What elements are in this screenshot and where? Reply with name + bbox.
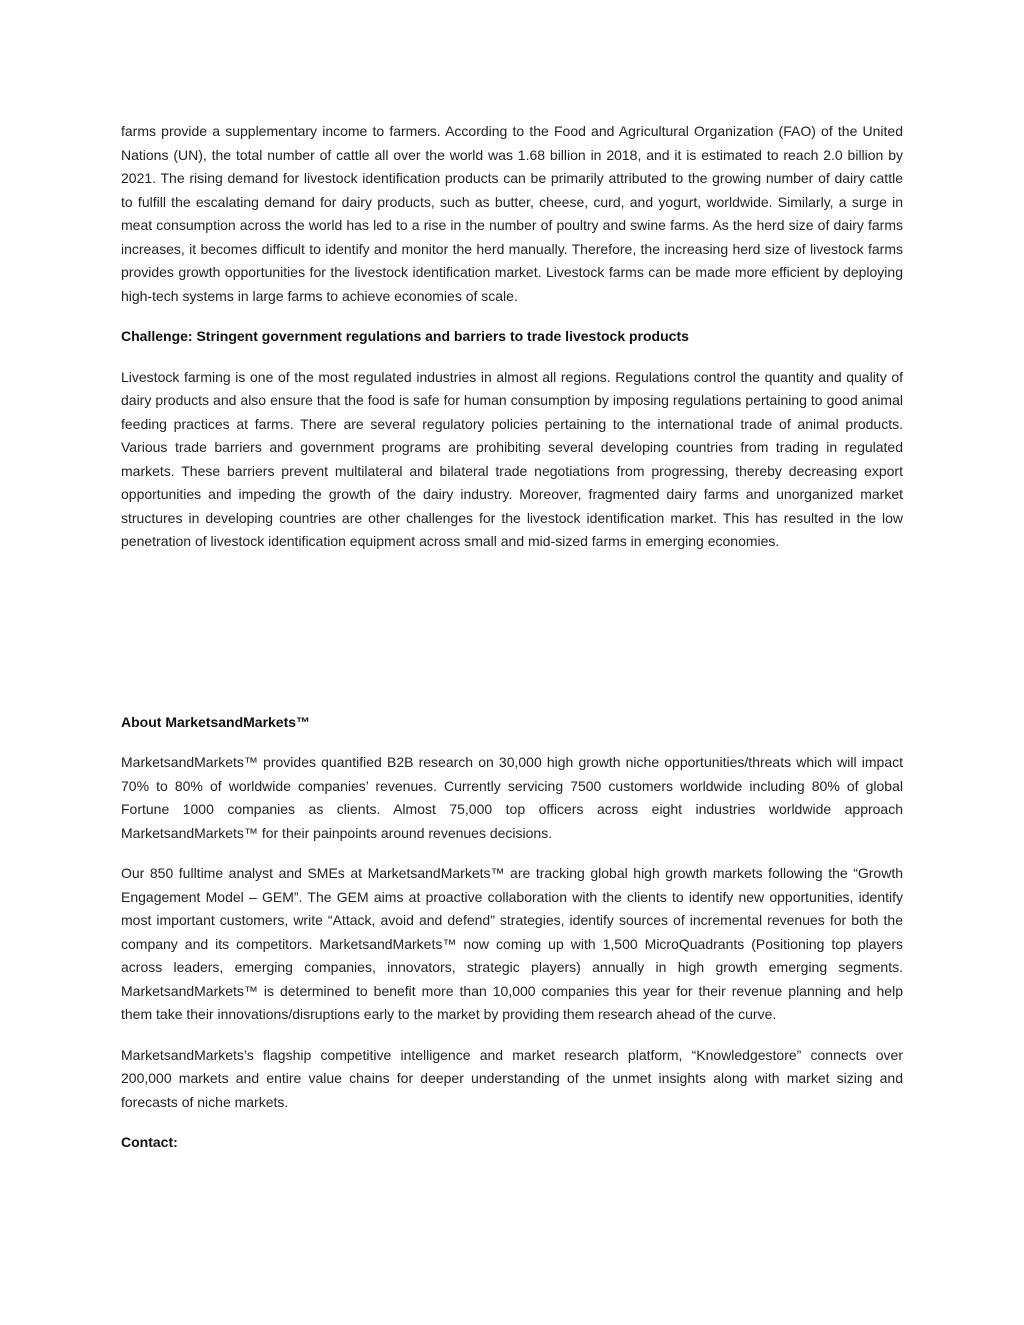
document-page <box>121 120 903 1172</box>
challenge-heading: Challenge: Stringent government regulations and barriers to trade livestock products <box>121 328 689 344</box>
challenge-paragraph: Livestock farming is one of the most regulated industries in almost all regions. Regulations control the quantity and quality of dairy products and also ensure that the food is safe for human consumption by imposing regulations pertaining to good animal feeding practices at farms. There are several regulatory policies pertaining to the international trade of animal products. Various trade barriers and government programs are prohibiting several developing countries from trading in regulated markets. These barriers prevent multilateral and bilateral trade negotiations from progressing, thereby decreasing export opportunities and impeding the growth of the dairy industry. Moreover, fragmented dairy farms and unorganized market structures in developing countries are other challenges for the livestock identification market. This has resulted in the low penetration of livestock identification equipment across small and mid-sized farms in emerging economies. <box>121 368 903 549</box>
about-paragraph-3: MarketsandMarkets’s flagship competitive intelligence and market research platform, “Knowledgestore” connects over 200,000 markets and entire value chains for deeper understanding of the unmet insights along with market sizing and forecasts of niche markets. <box>121 1046 903 1110</box>
contact-heading: Contact: <box>121 1134 178 1150</box>
about-paragraph-1: MarketsandMarkets™ provides quantified B2B research on 30,000 high growth niche opportunities/threats which will impact 70% to 80% of worldwide companies’ revenues. Currently servicing 7500 customers worldwide including 80% of global Fortune 1000 companies as clients. Almost 75,000 top officers across eight industries worldwide approach MarketsandMarkets™ for their painpoints around revenues decisions. <box>121 754 903 841</box>
about-heading: About MarketsandMarkets™ <box>121 713 311 730</box>
intro-paragraph: farms provide a supplementary income to farmers. According to the Food and Agricultural Organization (FAO) of the United Nations (UN), the total number of cattle all over the world was 1.68 billion in 2018, and it is estimated to reach 2.0 billion by 2021. The rising demand for livestock identification products can be primarily attributed to the growing number of dairy cattle to fulfill the escalating demand for dairy products, such as butter, cheese, curd, and yogurt, worldwide. Similarly, a surge in meat consumption across the world has led to a rise in the number of poultry and swine farms. As the herd size of dairy farms increases, it becomes difficult to identify and monitor the herd manually. Therefore, the increasing herd size of livestock farms provides growth opportunities for the livestock identification market. Livestock farms can be made more efficient by deploying high-tech systems in large farms to achieve economies of scale. <box>121 123 903 304</box>
blank-space <box>121 571 903 711</box>
about-paragraph-2: Our 850 fulltime analyst and SMEs at MarketsandMarkets™ are tracking global high growth markets following the “Growth Engagement Model – GEM”. The GEM aims at proactive collaboration with the clients to identify new opportunities, identify most important customers, write “Attack, avoid and defend” strategies, identify sources of incremental revenues for both the company and its competitors. MarketsandMarkets™ now coming up with 1,500 MicroQuadrants (Positioning top players across leaders, emerging companies, innovators, strategic players) annually in high growth emerging segments. MarketsandMarkets™ is determined to benefit more than 10,000 companies this year for their revenue planning and help them take their innovations/disruptions early to the market by providing them research ahead of the curve. <box>121 865 903 1022</box>
